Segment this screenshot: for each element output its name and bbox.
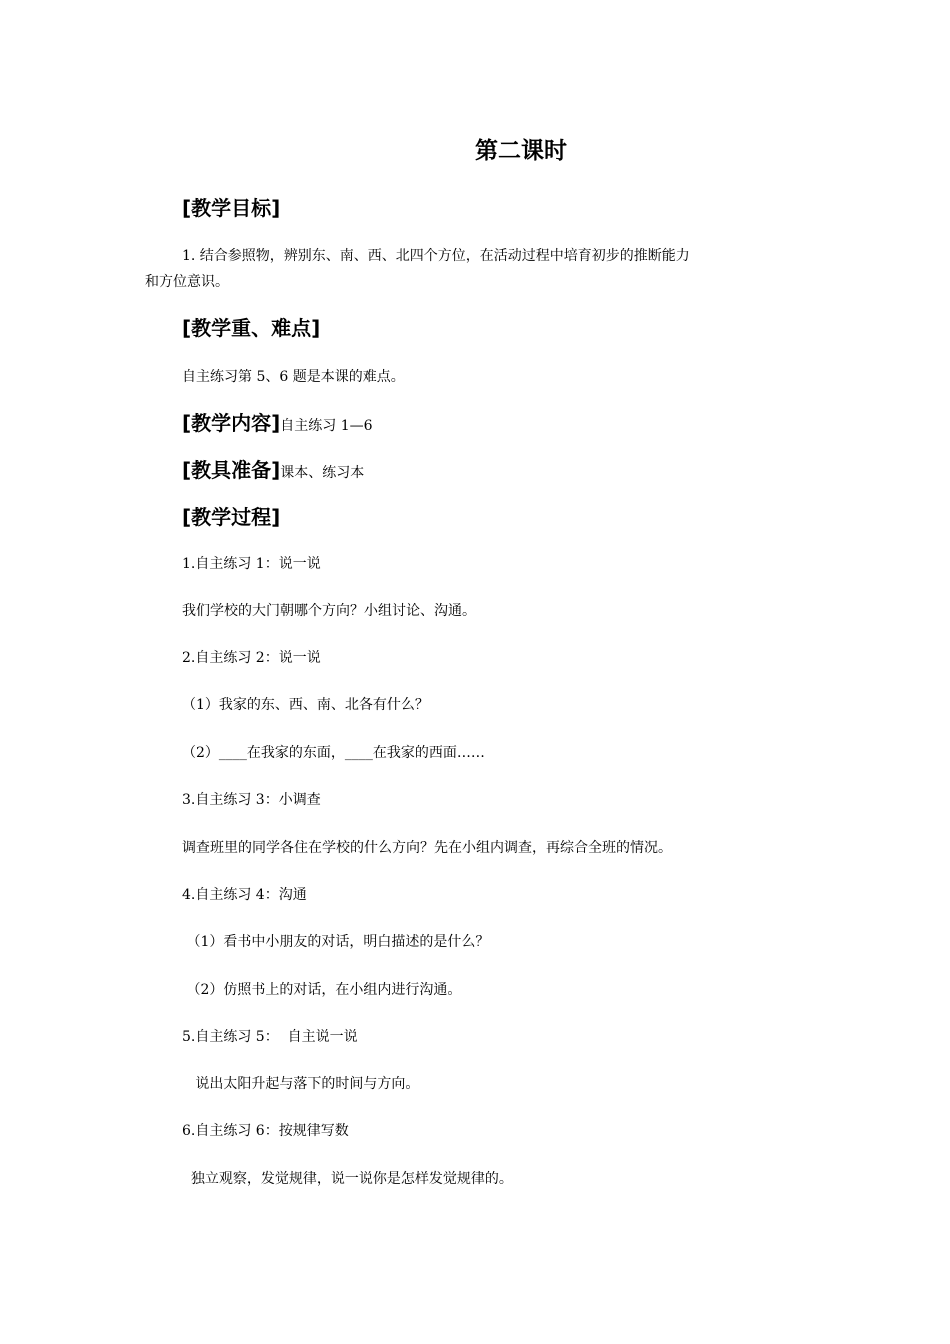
materials-heading <box>182 460 364 480</box>
content-heading-text: [教学内容] <box>182 411 281 435</box>
process-item: 1.自主练习 1：说一说 <box>182 556 321 572</box>
process-item: （2）仿照书上的对话，在小组内进行沟通。 <box>182 982 462 998</box>
process-item: 调查班里的同学各住在学校的什么方向？先在小组内调查，再综合全班的情况。 <box>182 840 672 856</box>
process-item: （1）看书中小朋友的对话，明白描述的是什么？ <box>182 934 490 950</box>
objectives-line-2: 和方位意识。 <box>145 274 229 290</box>
process-heading <box>182 507 280 527</box>
page-title: 第二课时 <box>475 138 567 164</box>
materials-text: 课本、练习本 <box>280 465 365 481</box>
objectives-heading <box>182 198 280 218</box>
key-points-heading <box>182 318 320 338</box>
process-item: 独立观察，发觉规律，说一说你是怎样发觉规律的。 <box>182 1171 513 1187</box>
process-item: 4.自主练习 4：沟通 <box>182 887 307 903</box>
process-item: 说出太阳升起与落下的时间与方向。 <box>182 1076 420 1092</box>
content-text: 自主练习 1—6 <box>280 418 373 434</box>
process-item: 我们学校的大门朝哪个方向？小组讨论、沟通。 <box>182 603 476 619</box>
process-item: 6.自主练习 6：按规律写数 <box>182 1123 349 1139</box>
process-item: 3.自主练习 3：小调查 <box>182 792 321 808</box>
process-item: 5.自主练习 5： 自主说一说 <box>182 1029 358 1045</box>
process-item: 2.自主练习 2：说一说 <box>182 650 321 666</box>
content-heading <box>182 413 373 433</box>
process-heading-text: [教学过程] <box>182 505 281 529</box>
objectives-heading-text: [教学目标] <box>182 196 281 220</box>
key-points-heading-text: [教学重、难点] <box>182 316 321 340</box>
process-item: （2）____在我家的东面，____在我家的西面…… <box>182 745 485 761</box>
materials-heading-text: [教具准备] <box>182 458 281 482</box>
objectives-line-1: 1. 结合参照物，辨别东、南、西、北四个方位，在活动过程中培育初步的推断能力 <box>182 248 690 264</box>
process-item: （1）我家的东、西、南、北各有什么？ <box>182 697 429 713</box>
key-points-text: 自主练习第 5、6 题是本课的难点。 <box>182 369 405 385</box>
